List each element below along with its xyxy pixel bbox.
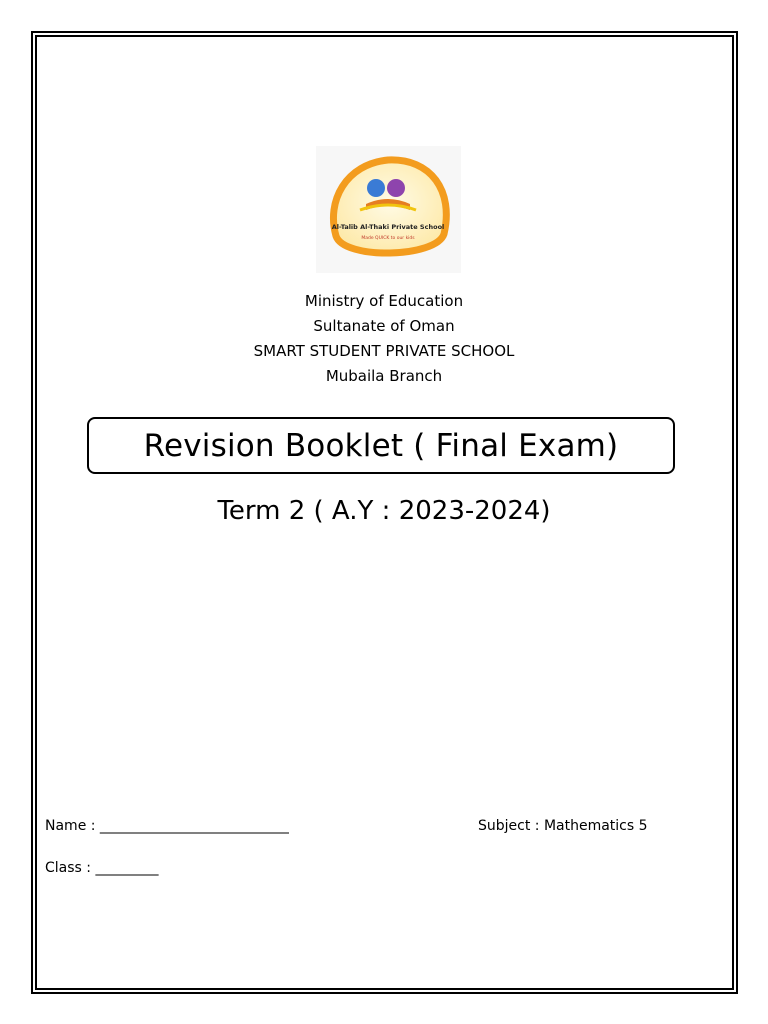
country-line: Sultanate of Oman [313,317,455,335]
svg-text:Al-Talib Al-Thaki Private Scho: Al-Talib Al-Thaki Private School [331,223,445,231]
name-field: Name : ___________________________ [45,818,289,834]
ministry-line: Ministry of Education [304,292,464,310]
booklet-title: Revision Booklet ( Final Exam) [143,427,619,464]
school-logo [316,146,461,273]
logo-figure-blue-icon [367,179,385,197]
logo-figure-purple-icon [387,179,405,197]
term-heading: Term 2 ( A.Y : 2023-2024) [217,496,551,526]
svg-text:Made QUICK to our kids: Made QUICK to our kids [361,236,415,241]
subject-field: Subject : Mathematics 5 [478,818,648,834]
school-line: SMART STUDENT PRIVATE SCHOOL [253,342,515,360]
branch-line: Mubaila Branch [325,367,443,385]
title-box [87,417,675,474]
class-field: Class : _________ [45,860,159,876]
